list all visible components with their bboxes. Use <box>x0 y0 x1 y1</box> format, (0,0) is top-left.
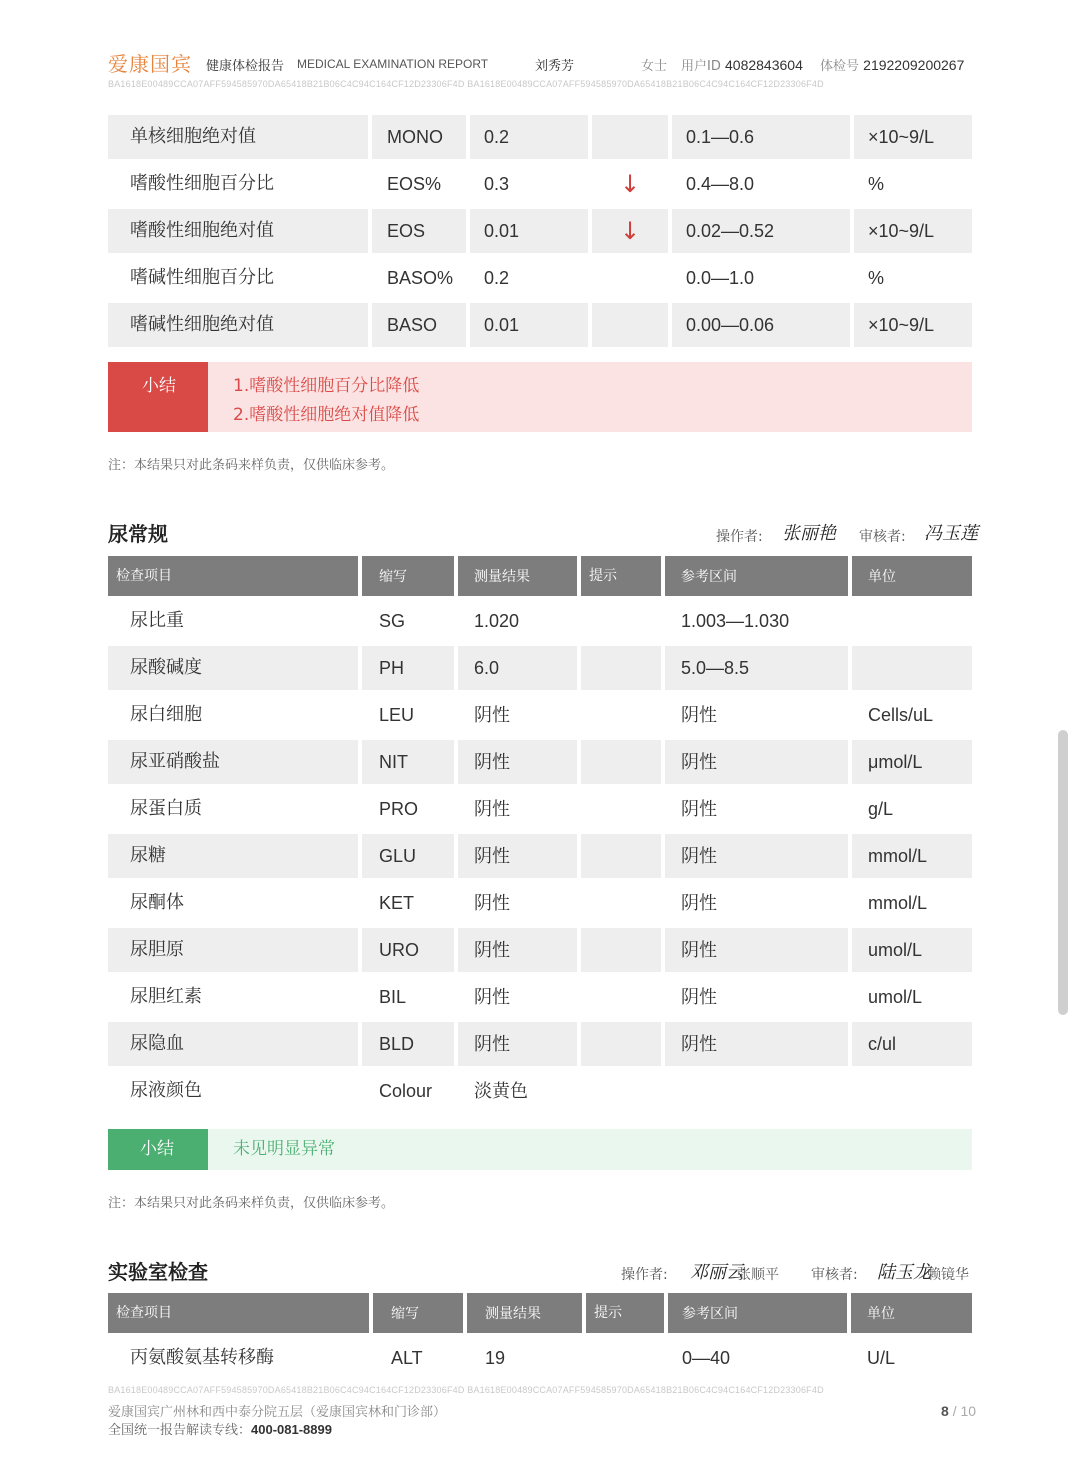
table-row <box>108 303 972 347</box>
item-hint <box>581 881 661 925</box>
item-result: 阴性 <box>474 893 510 913</box>
item-name: 尿白细胞 <box>130 704 202 725</box>
table-row <box>108 1069 972 1113</box>
item-range: 0.02—0.52 <box>672 209 850 253</box>
reviewer-label: 审核者: <box>811 1267 858 1283</box>
exam-number-label: 体检号 <box>820 59 860 74</box>
hotline-number: 400-081-8899 <box>251 1422 332 1437</box>
item-range: 0.00—0.06 <box>672 303 850 347</box>
summary-line: 1.嗜酸性细胞百分比降低 <box>233 376 420 396</box>
item-hint <box>592 115 668 159</box>
col-header-abbr: 缩写 <box>362 556 454 596</box>
item-abbr: BASO% <box>387 268 454 288</box>
table-row <box>108 646 972 690</box>
table-row <box>108 693 972 737</box>
item-unit <box>852 646 972 690</box>
table-row <box>108 162 972 206</box>
item-name: 尿隐血 <box>108 1022 358 1066</box>
item-result: 阴性 <box>474 987 510 1007</box>
item-range: 阴性 <box>665 928 848 972</box>
item-name: 嗜酸性细胞百分比 <box>130 173 274 194</box>
disclaimer-note: 注：本结果只对此条码来样负责，仅供临床参考。 <box>108 1196 395 1211</box>
blood-results-table <box>108 115 972 350</box>
col-header-unit: 单位 <box>852 556 972 596</box>
item-name: 尿糖 <box>108 834 358 878</box>
item-result: 阴性 <box>458 740 577 784</box>
footer-address: 爱康国宾广州林和西中泰分院五层（爱康国宾林和门诊部） <box>108 1405 447 1420</box>
item-result: 19 <box>485 1348 506 1368</box>
item-range: 0—40 <box>682 1348 731 1368</box>
footer-hotline <box>108 1419 332 1438</box>
footer-hash: BA1618E00489CCA07AFF594585970DA65418B21B06C4C94C164CF12D23306F4D BA1618E00489CCA07AFF594585970DA65418B21B06C4C94C164CF12D23306F4D <box>108 1385 824 1395</box>
item-abbr: LEU <box>379 705 415 725</box>
item-result: 0.01 <box>470 209 588 253</box>
item-name: 尿比重 <box>130 610 184 631</box>
down-arrow-icon: ↓ <box>592 209 668 253</box>
item-hint <box>592 256 668 300</box>
item-range: 阴性 <box>665 834 848 878</box>
item-abbr: MONO <box>372 115 466 159</box>
page-number <box>941 1403 976 1419</box>
item-abbr: PH <box>362 646 454 690</box>
item-name: 单核细胞绝对值 <box>108 115 368 159</box>
reviewer-label: 审核者: <box>859 529 906 545</box>
operator-signature: 邓丽云 <box>690 1262 744 1283</box>
item-unit: g/L <box>868 799 894 819</box>
summary-body: 未见明显异常 <box>208 1129 972 1170</box>
exam-number-value: 2192209200267 <box>863 57 965 73</box>
item-result: 淡黄色 <box>474 1081 528 1101</box>
summary-body <box>208 362 972 432</box>
item-name: 丙氨酸氨基转移酶 <box>130 1347 274 1368</box>
scrollbar-thumb[interactable] <box>1058 730 1068 1015</box>
item-result: 阴性 <box>474 705 510 725</box>
item-range: 阴性 <box>665 1022 848 1066</box>
item-result: 0.01 <box>470 303 588 347</box>
item-abbr: BASO <box>372 303 466 347</box>
col-header-item: 检查项目 <box>108 556 358 596</box>
table-row <box>108 787 972 831</box>
col-header-range: 参考区间 <box>668 1293 847 1333</box>
item-hint <box>581 599 661 643</box>
item-abbr: EOS <box>372 209 466 253</box>
table-header <box>108 1293 972 1333</box>
table-row <box>108 1336 972 1380</box>
table-row <box>108 256 972 300</box>
reviewer-signature: 冯玉莲 <box>924 523 978 544</box>
table-row <box>108 209 972 253</box>
item-hint <box>581 1069 661 1113</box>
item-unit: % <box>868 268 885 288</box>
item-hint <box>581 1022 661 1066</box>
table-header <box>108 556 972 596</box>
operator-label: 操作者: <box>716 529 763 545</box>
brand-logo-text: 爱康国宾 <box>108 52 192 76</box>
header-hash: BA1618E00489CCA07AFF594585970DA65418B21B06C4C94C164CF12D23306F4D BA1618E00489CCA07AFF594585970DA65418B21B06C4C94C164CF12D23306F4D <box>108 79 824 89</box>
item-hint <box>586 1336 664 1380</box>
item-abbr: ALT <box>391 1348 423 1368</box>
exam-number <box>820 55 964 74</box>
table-row <box>108 115 972 159</box>
item-hint <box>581 834 661 878</box>
operator-name: 张顺平 <box>737 1267 779 1283</box>
item-name: 尿亚硝酸盐 <box>108 740 358 784</box>
item-hint <box>581 740 661 784</box>
item-range <box>665 1069 848 1113</box>
operator-signature: 张丽艳 <box>782 523 836 544</box>
item-hint <box>581 975 661 1019</box>
summary-line: 2.嗜酸性细胞绝对值降低 <box>233 405 420 425</box>
table-row <box>108 740 972 784</box>
item-range: 5.0—8.5 <box>665 646 848 690</box>
item-name: 尿蛋白质 <box>130 798 202 819</box>
col-header-result: 测量结果 <box>467 1293 582 1333</box>
item-unit: mmol/L <box>852 834 972 878</box>
item-result: 6.0 <box>458 646 577 690</box>
patient-gender: 女士 <box>641 59 668 74</box>
item-abbr: EOS% <box>387 174 442 194</box>
item-name: 嗜酸性细胞绝对值 <box>108 209 368 253</box>
item-unit: mmol/L <box>868 893 928 913</box>
item-unit <box>852 599 972 643</box>
reviewer-name: 赖镜华 <box>927 1267 969 1283</box>
section-title-lab: 实验室检查 <box>108 1260 208 1284</box>
urine-summary <box>108 1129 972 1170</box>
item-hint <box>581 693 661 737</box>
item-hint <box>581 646 661 690</box>
col-header-range: 参考区间 <box>665 556 848 596</box>
item-result: 阴性 <box>458 834 577 878</box>
item-name: 尿胆原 <box>108 928 358 972</box>
item-name: 嗜碱性细胞百分比 <box>130 267 274 288</box>
item-abbr: KET <box>379 893 415 913</box>
page-total: / 10 <box>952 1403 977 1419</box>
item-unit: U/L <box>867 1348 896 1368</box>
item-unit: ×10~9/L <box>854 303 972 347</box>
item-name: 尿酮体 <box>130 892 184 913</box>
item-range: 0.4—8.0 <box>686 174 755 194</box>
item-range: 阴性 <box>681 893 717 913</box>
col-header-unit: 单位 <box>851 1293 972 1333</box>
item-abbr: SG <box>379 611 406 631</box>
user-id <box>681 55 803 74</box>
item-abbr: NIT <box>362 740 454 784</box>
section-title-urine: 尿常规 <box>108 522 168 546</box>
item-abbr: Colour <box>379 1081 433 1101</box>
item-name: 尿酸碱度 <box>108 646 358 690</box>
item-abbr: BLD <box>362 1022 454 1066</box>
item-hint <box>581 928 661 972</box>
report-title-en: MEDICAL EXAMINATION REPORT <box>297 57 489 71</box>
item-name: 嗜碱性细胞绝对值 <box>108 303 368 347</box>
item-abbr: GLU <box>362 834 454 878</box>
table-row <box>108 599 972 643</box>
item-name: 尿液颜色 <box>130 1080 202 1101</box>
col-header-item: 检查项目 <box>108 1293 369 1333</box>
table-row <box>108 881 972 925</box>
operator-label: 操作者: <box>621 1267 668 1283</box>
urine-results-table <box>108 556 972 1116</box>
item-result: 阴性 <box>458 928 577 972</box>
hotline-label: 全国统一报告解读专线： <box>108 1423 252 1438</box>
item-unit: umol/L <box>852 928 972 972</box>
item-range: 0.1—0.6 <box>672 115 850 159</box>
item-abbr: BIL <box>379 987 407 1007</box>
page-current: 8 <box>941 1403 949 1419</box>
user-id-label: 用户ID <box>681 59 721 74</box>
item-hint <box>592 303 668 347</box>
report-title-cn: 健康体检报告 <box>206 59 285 74</box>
disclaimer-note: 注：本结果只对此条码来样负责，仅供临床参考。 <box>108 458 395 473</box>
item-result: 阴性 <box>474 799 510 819</box>
item-range: 阴性 <box>681 705 717 725</box>
item-unit: c/ul <box>852 1022 972 1066</box>
item-range: 0.0—1.0 <box>686 268 755 288</box>
lab-results-table <box>108 1293 972 1383</box>
summary-tag: 小结 <box>108 1129 208 1170</box>
item-unit <box>852 1069 972 1113</box>
item-range: 阴性 <box>681 799 717 819</box>
item-unit: ×10~9/L <box>854 115 972 159</box>
table-row <box>108 975 972 1019</box>
urine-rows <box>108 599 972 1113</box>
item-result: 0.2 <box>470 115 588 159</box>
item-result: 0.2 <box>484 268 510 288</box>
item-abbr: URO <box>362 928 454 972</box>
col-header-result: 测量结果 <box>458 556 577 596</box>
item-unit: Cells/uL <box>868 705 934 725</box>
down-arrow-icon: ↓ <box>619 170 641 198</box>
blood-summary <box>108 362 972 432</box>
item-hint <box>581 787 661 831</box>
item-result: 1.020 <box>474 611 520 631</box>
item-unit: μmol/L <box>852 740 972 784</box>
item-result: 阴性 <box>458 1022 577 1066</box>
col-header-abbr: 缩写 <box>373 1293 463 1333</box>
item-name: 尿胆红素 <box>130 986 202 1007</box>
item-unit: umol/L <box>868 987 923 1007</box>
item-range: 阴性 <box>665 740 848 784</box>
summary-tag: 小结 <box>108 362 208 432</box>
col-header-hint: 提示 <box>586 1293 664 1333</box>
item-unit: % <box>868 174 885 194</box>
item-range: 1.003—1.030 <box>681 611 790 631</box>
table-row <box>108 834 972 878</box>
item-range: 阴性 <box>681 987 717 1007</box>
item-abbr: PRO <box>379 799 419 819</box>
item-unit: ×10~9/L <box>854 209 972 253</box>
table-row <box>108 928 972 972</box>
col-header-hint: 提示 <box>581 556 661 596</box>
user-id-value: 4082843604 <box>725 57 803 73</box>
table-row <box>108 1022 972 1066</box>
patient-name: 刘秀芳 <box>535 59 575 74</box>
reviewer-signature: 陆玉龙 <box>877 1262 931 1283</box>
item-result: 0.3 <box>484 174 510 194</box>
